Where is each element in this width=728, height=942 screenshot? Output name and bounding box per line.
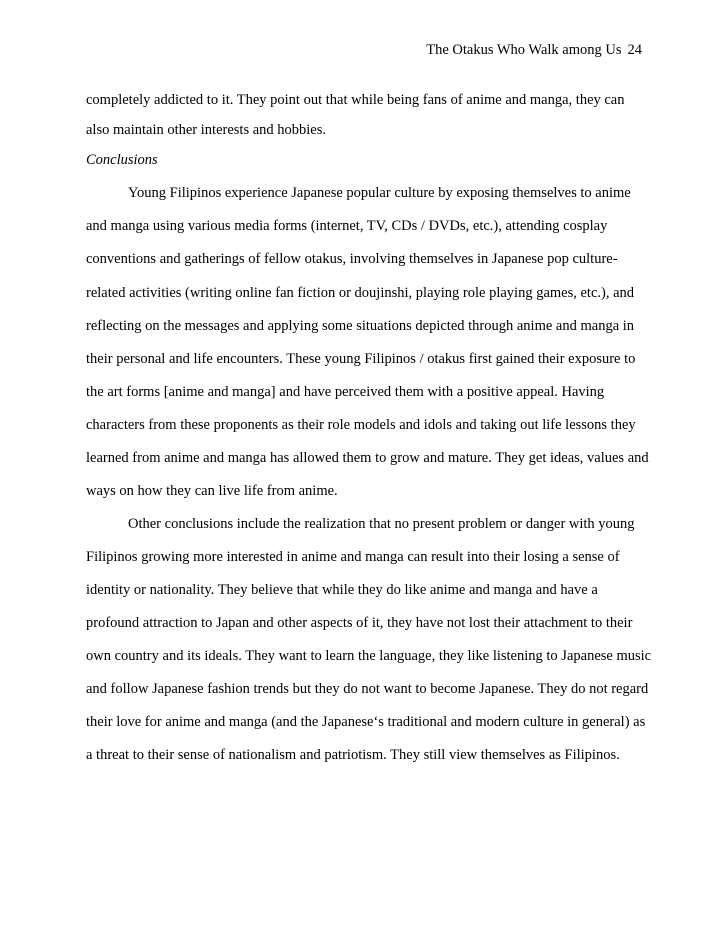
text-line: completely addicted to it. They point out that while being fans of anime and manga, they can	[86, 92, 625, 108]
text-line: related activities (writing online fan fiction or doujinshi, playing role playing games, etc.), and	[86, 285, 635, 301]
text-line: a threat to their sense of nationalism and patriotism. They still view themselves as Filipinos.	[86, 747, 620, 763]
text-line: and manga using various media forms (internet, TV, CDs / DVDs, etc.), attending cosplay	[86, 218, 608, 234]
text-line: the art forms [anime and manga] and have perceived them with a positive appeal. Having	[86, 384, 605, 400]
text-line: ways on how they can live life from anime.	[86, 483, 338, 499]
text-line: profound attraction to Japan and other aspects of it, they have not lost their attachment to their	[86, 615, 633, 631]
page-number: 24	[627, 42, 642, 58]
text-line: also maintain other interests and hobbies.	[86, 122, 327, 138]
text-line: own country and its ideals. They want to learn the language, they like listening to Japanese music	[86, 648, 652, 664]
text-line: reflecting on the messages and applying some situations depicted through anime and manga in	[86, 318, 635, 334]
running-head	[426, 40, 642, 60]
running-title: The Otakus Who Walk among Us	[426, 42, 622, 58]
text-line: conventions and gatherings of fellow otakus, involving themselves in Japanese pop culture-	[86, 251, 618, 267]
paragraph-first-line: Other conclusions include the realization that no present problem or danger with young	[128, 516, 635, 532]
section-heading-conclusions: Conclusions	[86, 152, 158, 168]
text-line: identity or nationality. They believe that while they do like anime and manga and have a	[86, 582, 598, 598]
text-line: their personal and life encounters. These young Filipinos / otakus first gained their exposure to	[86, 351, 636, 367]
text-line: and follow Japanese fashion trends but they do not want to become Japanese. They do not regard	[86, 681, 649, 697]
text-line: their love for anime and manga (and the Japanese‘s traditional and modern culture in general) as	[86, 714, 646, 730]
text-line: learned from anime and manga has allowed them to grow and mature. They get ideas, values and	[86, 450, 649, 466]
paragraph-first-line: Young Filipinos experience Japanese popular culture by exposing themselves to anime	[128, 185, 631, 201]
text-line: Filipinos growing more interested in anime and manga can result into their losing a sense of	[86, 549, 620, 565]
text-line: characters from these proponents as their role models and idols and taking out life lessons they	[86, 417, 636, 433]
